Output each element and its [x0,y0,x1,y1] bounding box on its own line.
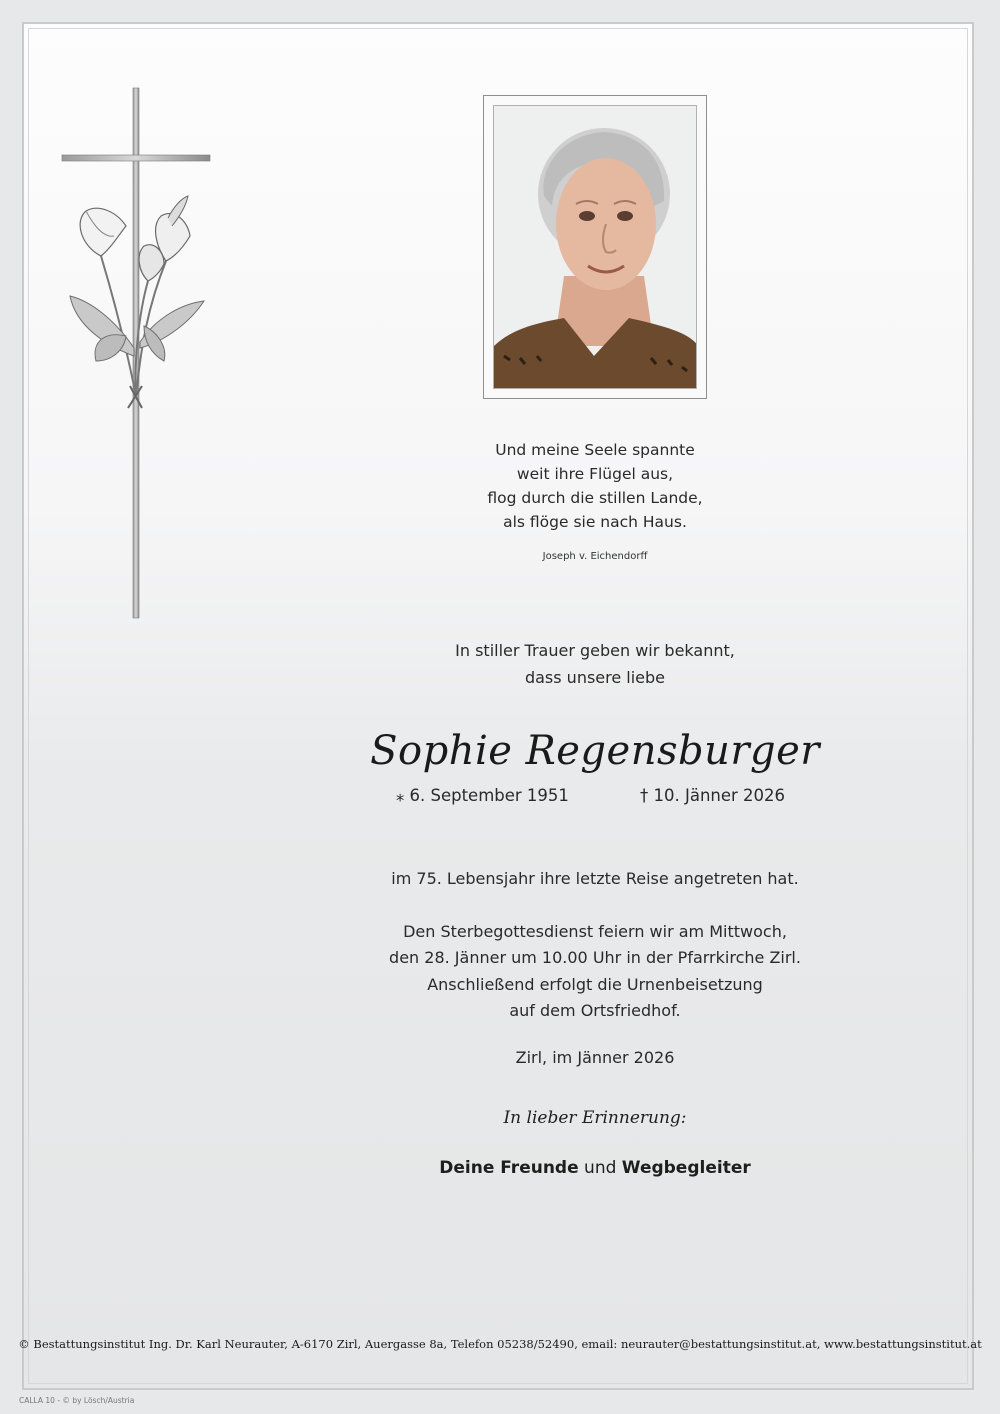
mourners [300,1158,890,1178]
service-line: auf dem Ortsfriedhof. [509,1001,681,1020]
birth-date: ⁎ 6. September 1951 [396,786,569,805]
poem [300,438,890,534]
age-line: im 75. Lebensjahr ihre letzte Reise angetreten hat. [391,869,799,888]
portrait-photo [493,105,697,389]
service-line: Den Sterbegottesdienst feiern wir am Mittwoch, [403,921,787,941]
mourners-part-2: Wegbegleiter [621,1158,751,1178]
announcement-line: dass unsere liebe [524,668,666,687]
poem-line: weit ihre Flügel aus, [516,465,674,483]
announcement [300,637,890,691]
service-line: den 28. Jänner um 10.00 Uhr in der Pfarrkirche Zirl. [389,948,801,967]
portrait-frame [483,95,707,399]
mourners-part-1: Deine Freunde [439,1158,579,1178]
place-date: Zirl, im Jänner 2026 [515,1048,675,1067]
service-line: Anschließend erfolgt die Urnenbeisetzung [427,974,763,994]
death-date: † 10. Jänner 2026 [640,786,786,805]
funeral-home-footer: © Bestattungsinstitut Ing. Dr. Karl Neurauter, A-6170 Zirl, Auergasse 8a, Telefon 05238/52490, email: neurauter@bestattungsinstitut.at, www.bestattungsinstitut.at [18,1337,982,1351]
poem-line: flog durch die stillen Lande, [487,489,703,507]
deceased-name: Sophie Regensburger [370,728,820,774]
poem-author: Joseph v. Eichendorff [542,551,648,562]
template-credit: CALLA 10 - © by Lösch/Austria [19,1396,135,1405]
obituary-body [300,866,890,1025]
announcement-line: In stiller Trauer geben wir bekannt, [455,641,735,660]
cross-with-calla-lilies-icon [56,86,226,626]
mourners-connector: und [578,1158,622,1178]
poem-line: Und meine Seele spannte [495,441,695,459]
memory-heading: In lieber Erinnerung: [503,1108,687,1128]
poem-line: als flöge sie nach Haus. [503,513,687,531]
